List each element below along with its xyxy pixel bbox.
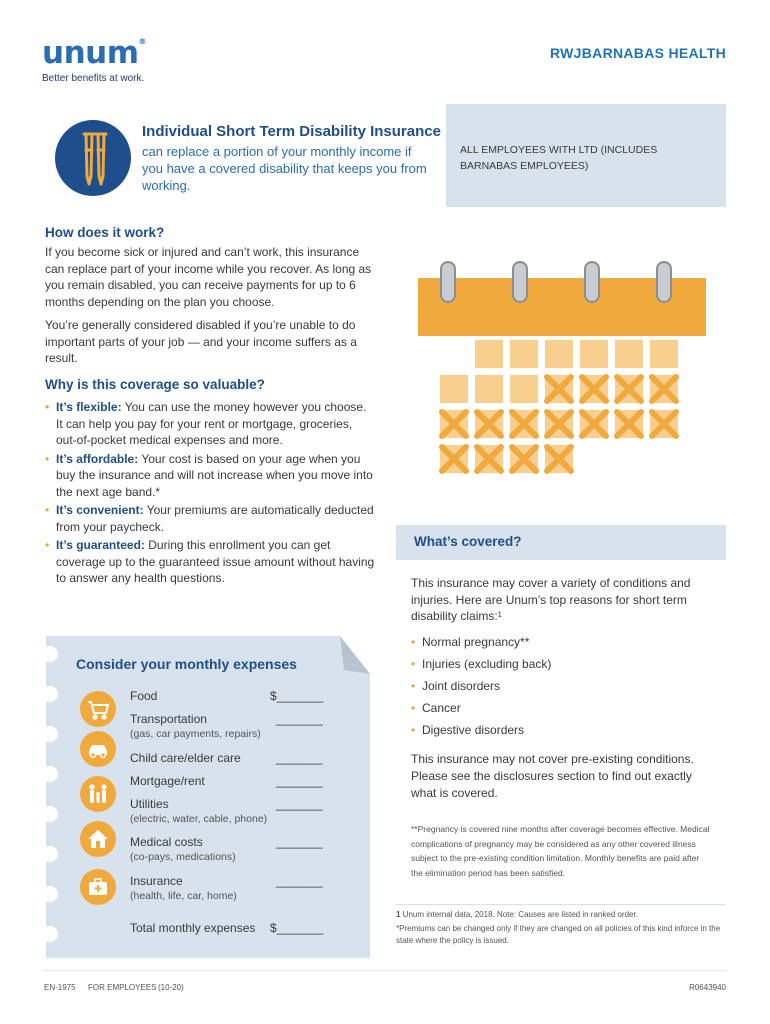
expense-childcare-blank: _______	[276, 751, 323, 765]
covered-intro: This insurance may cover a variety of conditions and injuries. Here are Unum’s top reasons for short term disability claims:¹	[411, 576, 691, 623]
house-icon	[80, 821, 116, 857]
expense-food: Food	[130, 689, 158, 703]
product-title: Individual Short Term Disability Insurance	[142, 123, 441, 140]
calendar-day	[440, 375, 468, 403]
eligibility-text: ALL EMPLOYEES WITH LTD (INCLUDES BARNABAS EMPLOYEES)	[460, 144, 658, 172]
expense-utilities: Utilities (electric, water, cable, phone)	[130, 797, 268, 825]
pregnancy-footnote: **Pregnancy is covered nine months after coverage becomes effective. Medical complications of pregnancy may be considered as any other covered illness subject to the pre-existing condition limitation. Monthly benefits are paid after the elimination period has been satisfied.	[411, 824, 710, 878]
covered-item: • Joint disorders	[411, 678, 551, 694]
calendar-icon	[418, 258, 706, 478]
product-subtitle: can replace a portion of your monthly income if you have a covered disability that keeps you from working.	[142, 144, 427, 193]
why-heading: Why is this coverage so valuable?	[45, 377, 265, 392]
covered-item: • Normal pregnancy**	[411, 634, 551, 650]
footer-audience: FOR EMPLOYEES	[88, 983, 157, 992]
calendar-day	[545, 340, 573, 368]
crutches-icon	[55, 120, 131, 196]
why-item-convenient: • It’s convenient: Your premiums are automatically deducted from your paycheck.	[45, 502, 375, 535]
medical-kit-icon	[80, 869, 116, 905]
expense-medical: Medical costs (co-pays, medications)	[130, 835, 236, 863]
expense-mortgage: Mortgage/rent	[130, 774, 205, 788]
eligibility-band	[446, 104, 726, 207]
how-paragraph-2: You’re generally considered disabled if you’re unable to do important parts of your job — and your income suffers as a result.	[45, 318, 357, 365]
footnote-divider	[396, 904, 726, 905]
covered-heading: What’s covered?	[396, 525, 726, 560]
footer-divider	[44, 970, 726, 971]
expense-food-blank: $_______	[270, 689, 324, 703]
footer-code: EN-1975	[44, 983, 76, 992]
how-heading: How does it work?	[45, 225, 165, 240]
expense-total-label: Total monthly expenses	[130, 921, 256, 935]
calendar-day	[650, 340, 678, 368]
calendar-day	[475, 340, 503, 368]
calendar-day	[580, 340, 608, 368]
footer-date: (10-20)	[158, 983, 184, 992]
calendar-day	[510, 375, 538, 403]
covered-list	[411, 634, 551, 744]
why-list	[45, 399, 375, 589]
logo-wordmark: unum®	[42, 35, 147, 71]
covered-note: This insurance may not cover pre-existing conditions. Please see the disclosures section to find out exactly what is covered.	[411, 752, 694, 800]
expense-insurance-blank: _______	[276, 874, 323, 888]
expense-transportation-blank: _______	[276, 712, 323, 726]
expense-medical-blank: _______	[276, 835, 323, 849]
family-icon	[80, 776, 116, 812]
footnote-1: 1 Unum internal data, 2018. Note: Causes are listed in ranked order.	[396, 910, 638, 919]
car-icon	[80, 731, 116, 767]
footnote-2: *Premiums can be changed only if they are changed on all policies of this kind inforce in the state where the policy is issued.	[396, 924, 721, 945]
expense-transportation: Transportation (gas, car payments, repairs)	[130, 712, 261, 740]
expenses-heading: Consider your monthly expenses	[76, 656, 297, 672]
covered-item: • Injuries (excluding back)	[411, 656, 551, 672]
unum-logo	[42, 35, 182, 84]
expense-mortgage-blank: _______	[276, 774, 323, 788]
expense-total-blank: $_______	[270, 921, 324, 935]
logo-tagline: Better benefits at work.	[42, 73, 145, 84]
why-item-flexible: • It’s flexible: You can use the money however you choose. It can help you pay for your rent or mortgage, groceries, out-of-pocket medical expenses and more.	[45, 399, 375, 449]
expense-childcare: Child care/elder care	[130, 751, 241, 765]
expense-utilities-blank: _______	[276, 797, 323, 811]
footer-form-id: R0643940	[689, 983, 726, 992]
calendar-day	[475, 375, 503, 403]
covered-item: • Cancer	[411, 700, 551, 716]
how-paragraph-1: If you become sick or injured and can’t work, this insurance can replace part of your income while you recover. As long as you remain disabled, you can receive payments for up to 6 months depending on the plan you choose.	[45, 245, 372, 309]
shopping-cart-icon	[80, 691, 116, 727]
company-name: RWJBARNABAS HEALTH	[550, 45, 726, 61]
why-item-affordable: • It’s affordable: Your cost is based on your age when you buy the insurance and will not increase when you move into the next age band.*	[45, 451, 375, 501]
expense-insurance: Insurance (health, life, car, home)	[130, 874, 237, 902]
why-item-guaranteed: • It’s guaranteed: During this enrollment you can get coverage up to the guaranteed issue amount without having to answer any health questions.	[45, 537, 375, 587]
calendar-day	[510, 340, 538, 368]
calendar-day	[615, 340, 643, 368]
covered-item: • Digestive disorders	[411, 722, 551, 738]
